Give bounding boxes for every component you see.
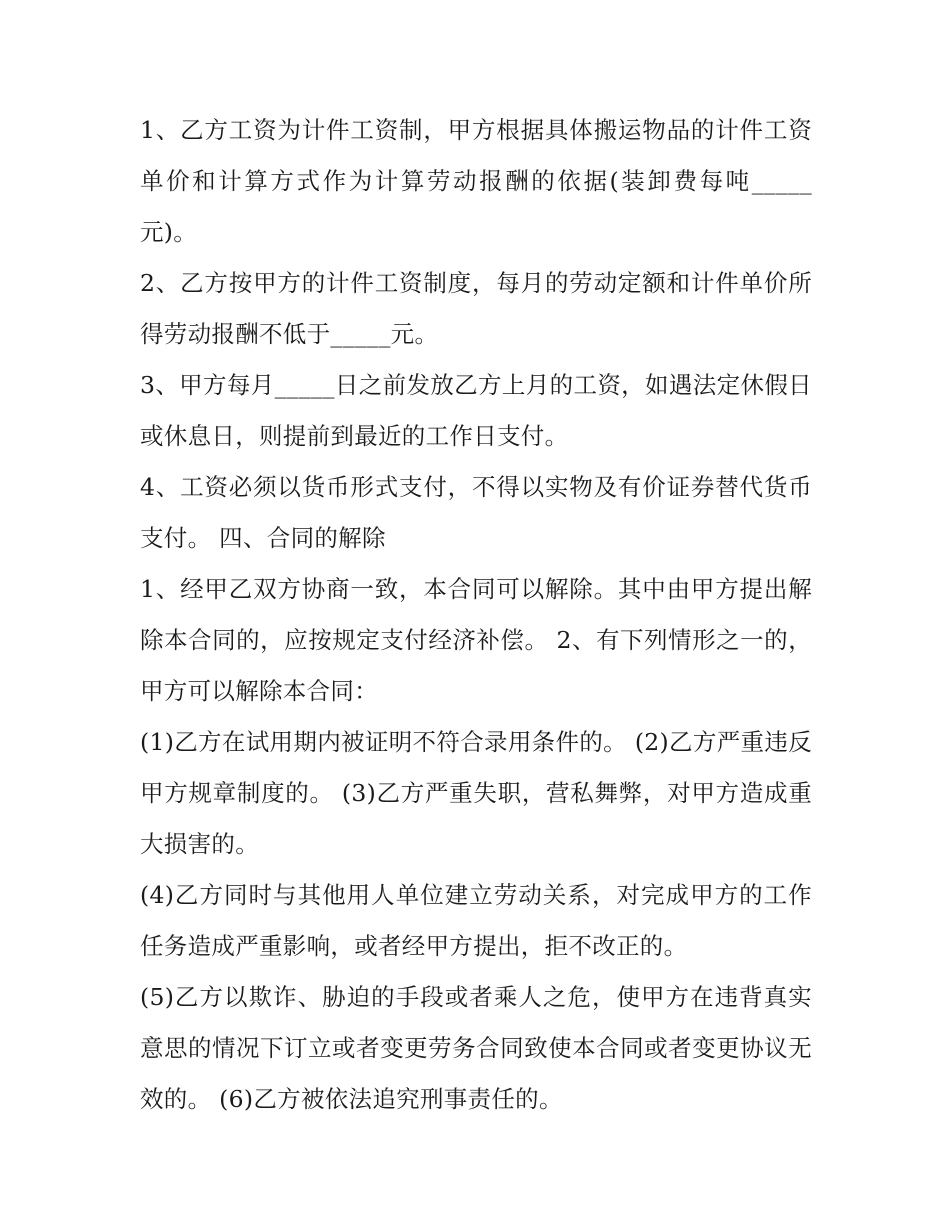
paragraph-termination-mutual: 1、经甲乙双方协商一致，本合同可以解除。其中由甲方提出解除本合同的，应按规定支付经济补偿。 2、有下列情形之一的，甲方可以解除本合同： bbox=[140, 575, 812, 705]
paragraph-termination-cases-1-3: (1)乙方在试用期内被证明不符合录用条件的。 (2)乙方严重违反甲方规章制度的。 (3)乙方严重失职，营私舞弊，对甲方造成重大损害的。 bbox=[140, 728, 812, 858]
paragraph-minimum-pay: 2、乙方按甲方的计件工资制度，每月的劳动定额和计件单价所得劳动报酬不低于_____元。 bbox=[140, 269, 812, 348]
paragraph-wage-piecework: 1、乙方工资为计件工资制，甲方根据具体搬运物品的计件工资单价和计算方式作为计算劳动报酬的依据(装卸费每吨_____元)。 bbox=[140, 116, 812, 246]
paragraph-termination-cases-5-6: (5)乙方以欺诈、胁迫的手段或者乘人之危，使甲方在违背真实意思的情况下订立或者变更劳务合同致使本合同或者变更协议无效的。 (6)乙方被依法追究刑事责任的。 bbox=[140, 983, 812, 1113]
paragraph-currency-payment: 4、工资必须以货币形式支付，不得以实物及有价证券替代货币支付。 四、合同的解除 bbox=[140, 473, 812, 552]
document-body bbox=[140, 105, 812, 1125]
paragraph-payday: 3、甲方每月_____日之前发放乙方上月的工资，如遇法定休假日或休息日，则提前到最近的工作日支付。 bbox=[140, 371, 812, 450]
paragraph-termination-case-4: (4)乙方同时与其他用人单位建立劳动关系，对完成甲方的工作任务造成严重影响，或者经甲方提出，拒不改正的。 bbox=[140, 881, 812, 960]
